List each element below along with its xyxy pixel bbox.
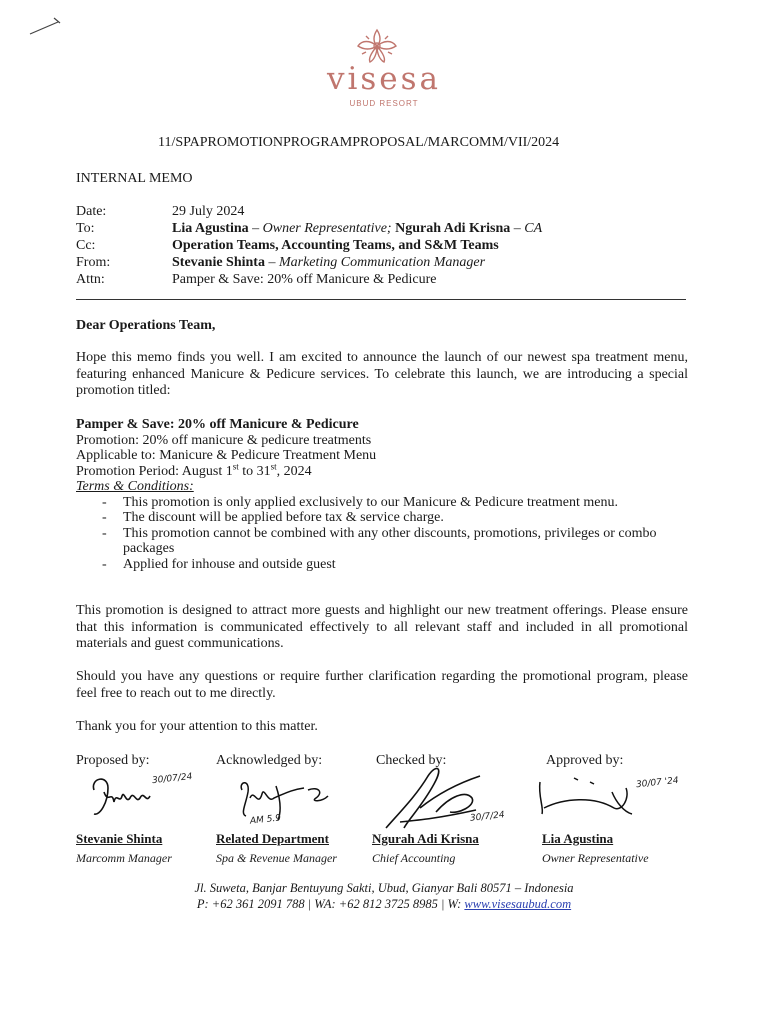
memo-title: INTERNAL MEMO: [76, 171, 193, 186]
brand-name: visesa: [326, 61, 442, 97]
signatory-role: Chief Accounting: [372, 851, 456, 865]
checked-by-heading: Checked by:: [376, 753, 447, 768]
to-label: To:: [76, 221, 95, 236]
signatory-name-stevanie: Stevanie Shinta: [76, 831, 163, 846]
from-name: Stevanie Shinta: [172, 255, 265, 270]
salutation: Dear Operations Team,: [76, 318, 216, 333]
signatory-name-ngurah: Ngurah Adi Krisna: [372, 831, 479, 846]
terms-item: - Applied for inhouse and outside guest: [76, 557, 688, 573]
period-start: Promotion Period: August 1: [76, 463, 233, 479]
acknowledged-by-heading: Acknowledged by:: [216, 753, 323, 768]
terms-item: - This promotion cannot be combined with any other discounts, promotions, privileges or combo packages: [76, 526, 688, 557]
promotion-purpose-paragraph: This promotion is designed to attract more guests and highlight our new treatment offerings. Please ensure that this information is communicated effectively to all relevant staff and included in all promotional materials and guest communications.: [76, 603, 688, 651]
reference-number: 11/SPAPROMOTIONPROGRAMPROPOSAL/MARCOMM/VII/2024: [158, 135, 560, 150]
from-value: [172, 255, 485, 271]
footer-contact: [0, 897, 768, 912]
terms-heading: Terms & Conditions:: [76, 479, 194, 494]
terms-item: - This promotion is only applied exclusively to our Manicure & Pedicure treatment menu.: [76, 495, 688, 511]
date-value: 29 July 2024: [172, 204, 245, 219]
cc-label: Cc:: [76, 238, 96, 253]
terms-list: [76, 495, 688, 573]
ordinal-suffix: st: [232, 460, 239, 471]
to-role-2: – CA: [510, 221, 543, 236]
period-year: , 2024: [276, 463, 312, 479]
footer-address: Jl. Suweta, Banjar Bentuyung Sakti, Ubud, Gianyar Bali 80571 – Indonesia: [194, 881, 574, 895]
to-value: [172, 221, 542, 237]
period-end: to 31: [238, 463, 271, 479]
pen-mark: [28, 14, 62, 38]
from-label: From:: [76, 255, 111, 270]
attn-label: Attn:: [76, 272, 105, 287]
approved-by-heading: Approved by:: [546, 753, 624, 768]
signature-lia: [534, 768, 654, 828]
signature-related-department: [228, 768, 338, 828]
intro-paragraph: Hope this memo finds you well. I am excited to announce the launch of our newest spa treatment menu, featuring enhanced Manicure & Pedicure services. To celebrate this launch, we are introducing a special promotion titled:: [76, 350, 688, 398]
to-role-1: – Owner Representative;: [248, 221, 392, 236]
attn-value: Pamper & Save: 20% off Manicure & Pedicure: [172, 272, 437, 287]
signatory-role: Owner Representative: [542, 851, 649, 865]
applicable-line: Applicable to: Manicure & Pedicure Treatment Menu: [76, 448, 377, 463]
signature-ngurah: [380, 762, 520, 834]
to-name-1: Lia Agustina: [172, 221, 249, 236]
terms-item: - The discount will be applied before tax & service charge.: [76, 510, 688, 526]
promotion-period: [76, 460, 688, 480]
header-divider: [76, 299, 686, 300]
promotion-title: Pamper & Save: 20% off Manicure & Pedicure: [76, 417, 359, 432]
signature-date-note: 30/07/24: [151, 771, 193, 787]
signature-date-note: AM 5.9: [249, 813, 282, 827]
cc-value: Operation Teams, Accounting Teams, and S&M Teams: [172, 238, 499, 253]
website-link[interactable]: www.visesaubud.com: [464, 897, 572, 911]
thanks-line: Thank you for your attention to this matter.: [76, 719, 318, 734]
signatory-role: Spa & Revenue Manager: [216, 851, 337, 865]
date-label: Date:: [76, 204, 107, 219]
from-role: – Marketing Communication Manager: [264, 255, 486, 270]
promotion-line: Promotion: 20% off manicure & pedicure treatments: [76, 432, 372, 448]
questions-paragraph: Should you have any questions or require further clarification regarding the promotional program, please feel free to reach out to me directly.: [76, 669, 688, 701]
promotion-details: [76, 417, 688, 572]
signature-date-note: 30/7/24: [469, 810, 506, 824]
to-name-2: Ngurah Adi Krisna: [391, 221, 511, 236]
proposed-by-heading: Proposed by:: [76, 753, 150, 768]
brand-subtitle: UBUD RESORT: [349, 99, 419, 108]
footer-contact-text: P: +62 361 2091 788 | WA: +62 812 3725 8985 | W:: [196, 897, 465, 911]
ordinal-suffix: st: [270, 460, 277, 471]
signatory-name-related-department: Related Department: [216, 831, 329, 846]
signature-date-note: 30/07 '24: [635, 775, 680, 791]
visesa-logo-icon: [354, 26, 400, 66]
signatory-name-lia: Lia Agustina: [542, 831, 614, 846]
signatory-role: Marcomm Manager: [76, 851, 172, 865]
